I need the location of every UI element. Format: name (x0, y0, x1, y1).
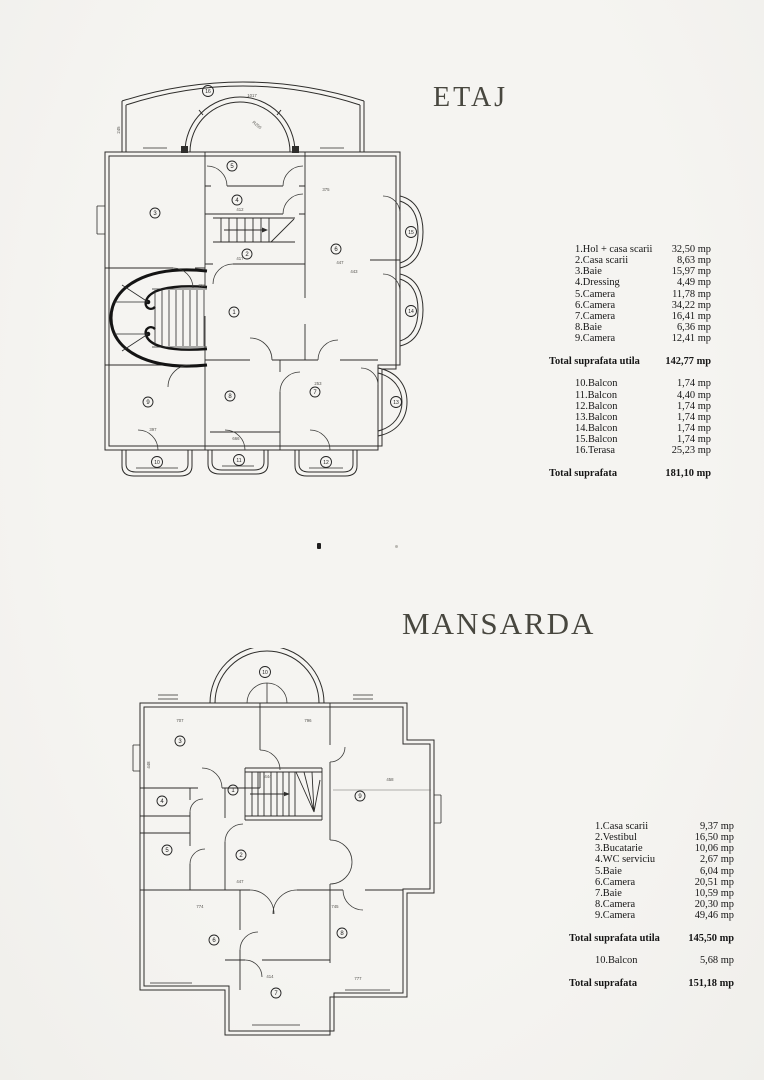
room-number (143, 397, 153, 407)
area-row: 12.Balcon 1,74 mp (575, 400, 711, 412)
etaj-area-table (549, 244, 711, 480)
area-row: 7.Camera 16,41 mp (575, 310, 711, 322)
svg-text:447: 447 (336, 260, 344, 265)
room-number (229, 307, 239, 317)
area-row: 2.Vestibul 16,50 mp (595, 832, 734, 844)
svg-text:3: 3 (153, 211, 157, 218)
svg-text:6: 6 (212, 938, 216, 945)
svg-text:5: 5 (165, 848, 169, 855)
room-number (337, 928, 347, 938)
mansarda-dimension-labels (146, 718, 394, 981)
room-number (310, 387, 320, 397)
svg-text:443: 443 (350, 269, 358, 274)
svg-text:4: 4 (235, 198, 239, 205)
svg-text:4: 4 (160, 799, 164, 806)
area-row: 5.Camera 11,78 mp (575, 288, 711, 300)
area-row: 10.Balcon 5,68 mp (595, 955, 734, 967)
etaj-floor-plan-drawing (75, 58, 445, 503)
svg-text:2: 2 (245, 252, 249, 259)
area-row: 8.Camera 20,30 mp (595, 898, 734, 910)
area-row: 4.WC serviciu 2,67 mp (595, 854, 734, 866)
total-row: Total suprafata 181,10 mp (549, 468, 711, 480)
svg-text:1017: 1017 (247, 93, 257, 98)
svg-text:16: 16 (205, 89, 211, 95)
svg-text:7: 7 (313, 390, 317, 397)
room-number (228, 785, 238, 795)
svg-text:R250: R250 (251, 119, 263, 131)
area-row: 5.Baie 6,04 mp (595, 865, 734, 877)
total-utila-row: Total suprafata utila 145,50 mp (569, 933, 734, 945)
room-number (203, 86, 214, 97)
room-number (209, 935, 219, 945)
room-number (225, 391, 235, 401)
room-number (232, 195, 242, 205)
area-row: 11.Balcon 4,40 mp (575, 389, 711, 401)
svg-text:1: 1 (231, 788, 235, 795)
mansarda-walls (140, 648, 434, 1035)
svg-text:666: 666 (232, 436, 240, 441)
svg-text:796: 796 (304, 718, 312, 723)
room-number (406, 227, 417, 238)
area-row: 14.Balcon 1,74 mp (575, 422, 711, 434)
area-row: 6.Camera 20,51 mp (595, 876, 734, 888)
svg-text:2: 2 (239, 853, 243, 860)
room-number (227, 161, 237, 171)
room-number (271, 988, 281, 998)
room-number (391, 397, 402, 408)
svg-text:444: 444 (264, 774, 272, 779)
room-number (157, 796, 167, 806)
svg-text:9: 9 (358, 794, 362, 801)
room-number (236, 850, 246, 860)
area-row: 7.Baie 10,59 mp (595, 887, 734, 899)
room-number (331, 244, 341, 254)
mansarda-floor-plan-drawing (108, 648, 480, 1060)
room-number (234, 455, 245, 466)
svg-text:8: 8 (340, 931, 344, 938)
area-row: 1.Hol + casa scarii 32,50 mp (575, 244, 711, 255)
area-row: 6.Camera 34,22 mp (575, 299, 711, 311)
svg-text:448: 448 (146, 761, 151, 769)
svg-text:14: 14 (408, 309, 414, 315)
total-row: Total suprafata 151,18 mp (569, 977, 734, 989)
area-row: 16.Terasa 25,23 mp (575, 445, 711, 457)
etaj-dimension-labels (116, 93, 358, 441)
area-row: 15.Balcon 1,74 mp (575, 434, 711, 446)
room-number (355, 791, 365, 801)
scan-speck (317, 543, 321, 549)
room-number (162, 845, 172, 855)
area-row: 3.Bucatarie 10,06 mp (595, 843, 734, 855)
svg-text:412: 412 (236, 207, 244, 212)
svg-text:8: 8 (228, 394, 232, 401)
svg-text:10: 10 (154, 460, 160, 466)
svg-text:245: 245 (116, 126, 121, 134)
room-number (260, 667, 271, 678)
etaj-window-marks (97, 148, 344, 468)
room-number (150, 208, 160, 218)
etaj-plan-title: ETAJ (433, 82, 509, 113)
room-number (321, 457, 332, 468)
area-row: 8.Baie 6,36 mp (575, 321, 711, 333)
svg-text:766: 766 (198, 283, 206, 288)
svg-text:447: 447 (236, 879, 244, 884)
svg-text:11: 11 (236, 458, 242, 464)
room-number (406, 306, 417, 317)
mansarda-stairs (245, 768, 322, 820)
area-row: 10.Balcon 1,74 mp (575, 378, 711, 390)
svg-text:3: 3 (178, 739, 182, 746)
svg-text:6: 6 (334, 247, 338, 254)
mansarda-area-table (569, 821, 734, 989)
svg-text:774: 774 (196, 904, 204, 909)
svg-text:417: 417 (236, 256, 244, 261)
svg-text:707: 707 (176, 718, 184, 723)
room-number (175, 736, 185, 746)
mansarda-plan-title: MANSARDA (402, 606, 596, 641)
svg-text:7: 7 (274, 991, 278, 998)
svg-text:253: 253 (314, 381, 322, 386)
svg-text:10: 10 (262, 670, 268, 676)
svg-text:375: 375 (322, 187, 330, 192)
area-row: 9.Camera 49,46 mp (595, 910, 734, 922)
svg-text:745: 745 (331, 904, 339, 909)
area-row: 9.Camera 12,41 mp (575, 333, 711, 345)
svg-text:397: 397 (149, 427, 157, 432)
area-row: 3.Baie 15,97 mp (575, 266, 711, 278)
scan-speck-faint (395, 545, 398, 548)
etaj-straight-stairs (213, 218, 295, 242)
area-row: 4.Dressing 4,49 mp (575, 277, 711, 289)
svg-text:12: 12 (323, 460, 329, 466)
svg-text:5: 5 (230, 164, 234, 171)
etaj-walls (105, 82, 423, 476)
svg-text:777: 777 (354, 976, 362, 981)
svg-text:9: 9 (146, 400, 150, 407)
area-row: 2.Casa scarii 8,63 mp (575, 255, 711, 267)
svg-text:13: 13 (393, 400, 399, 406)
mansarda-room-numbers (157, 667, 365, 999)
svg-text:1: 1 (232, 310, 236, 317)
area-row: 1.Casa scarii 9,37 mp (595, 821, 734, 832)
room-number (152, 457, 163, 468)
area-row: 13.Balcon 1,74 mp (575, 411, 711, 423)
svg-text:458: 458 (386, 777, 394, 782)
total-utila-row: Total suprafata utila 142,77 mp (549, 356, 711, 368)
etaj-door-swings (138, 166, 400, 450)
svg-text:15: 15 (408, 230, 414, 236)
svg-text:414: 414 (266, 974, 274, 979)
